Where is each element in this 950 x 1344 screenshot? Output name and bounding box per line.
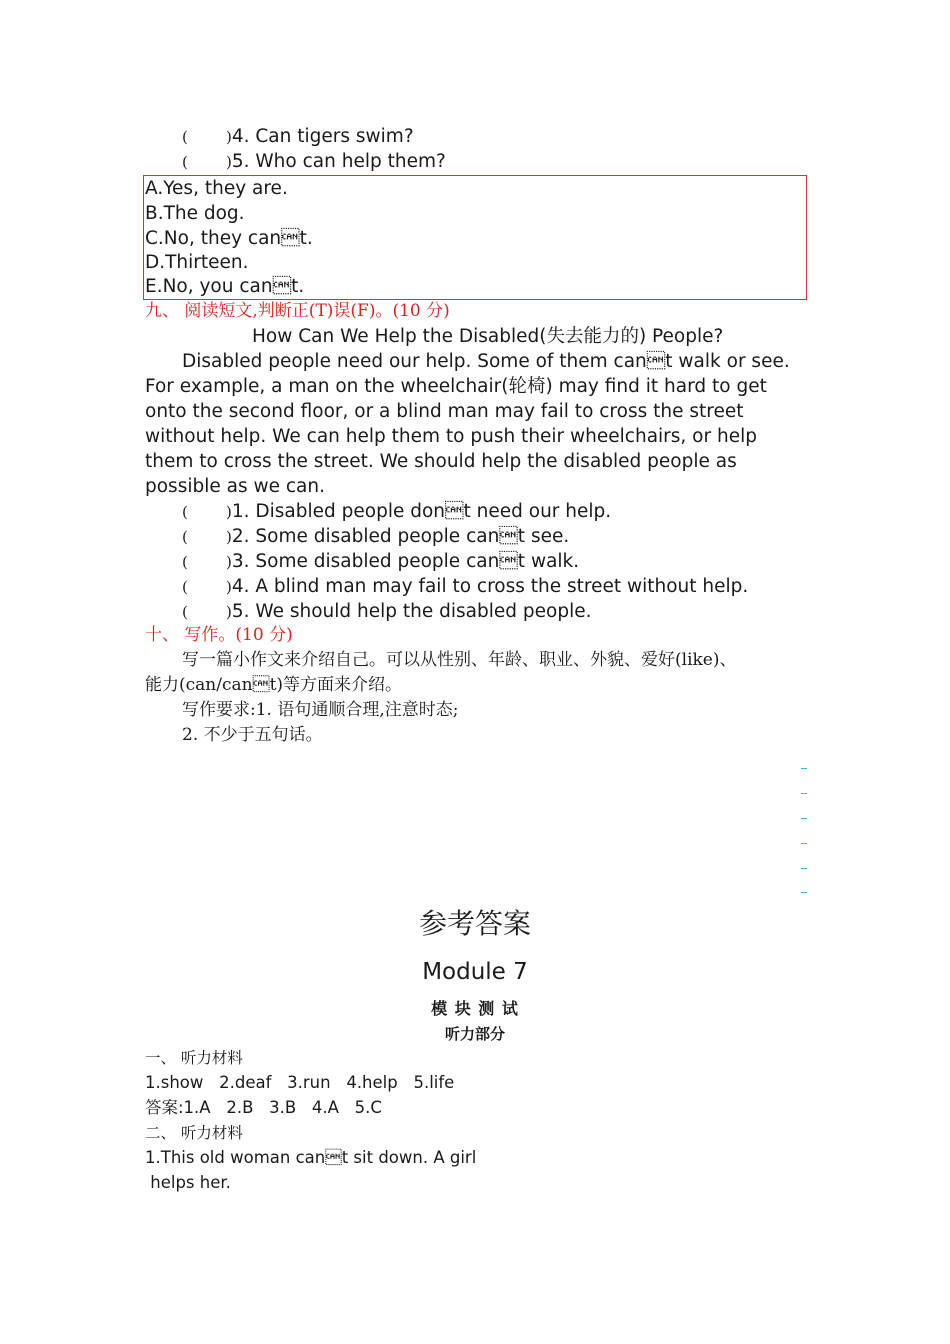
option-d: D.Thirteen. — [145, 252, 249, 273]
option-a: A.Yes, they are. — [145, 178, 288, 199]
answer-blank-open: ( — [182, 528, 188, 546]
listening-title: 听力部分 — [444, 1025, 505, 1043]
passage-line-6: possible as we can. — [145, 476, 325, 497]
answer-blank-close: ) — [226, 578, 232, 596]
module-title: Module 7 — [422, 959, 528, 985]
answer-blank-open: ( — [182, 603, 188, 621]
answer-blank-close: ) — [226, 603, 232, 621]
answer-blank-open: ( — [182, 553, 188, 571]
writing-prompt-line-1: 写一篇小作文来介绍自己。可以从性别、年龄、职业、外貌、爱好(like)、 — [182, 650, 737, 670]
question-text: 5. Who can help them? — [231, 151, 446, 172]
part2-heading: 二、 听力材料 — [145, 1124, 243, 1142]
part2-line-2: helps her. — [145, 1173, 231, 1192]
section9-question-1 — [182, 499, 611, 525]
answer-blank-open: ( — [182, 153, 188, 171]
passage-line-4: without help. We can help them to push their wheelchairs, or help — [145, 426, 757, 447]
answer-key-title: 参考答案 — [418, 907, 531, 940]
answer-blank-close: ) — [226, 528, 232, 546]
margin-dash-mark — [801, 892, 807, 893]
answer-blank-open: ( — [182, 128, 188, 146]
part8-question-5 — [182, 149, 446, 175]
writing-requirement-2: 2. 不少于五句话。 — [182, 725, 323, 745]
question-text: 4. Can tigers swim? — [231, 126, 414, 147]
passage-title: How Can We Help the Disabled(失去能力的) People? — [252, 326, 724, 347]
part1-material — [145, 1071, 454, 1095]
section9-question-4 — [182, 574, 748, 600]
part1-answer — [145, 1096, 382, 1120]
answer-blank-close: ) — [226, 503, 232, 521]
passage-line-5: them to cross the street. We should help the disabled people as — [145, 451, 737, 472]
section9-question-2 — [182, 524, 569, 550]
question-text: 2. Some disabled people cant see. — [231, 526, 570, 547]
section9-question-5 — [182, 599, 591, 625]
answer-blank-close: ) — [226, 553, 232, 571]
margin-dash-mark — [801, 868, 807, 869]
passage-line-2: For example, a man on the wheelchair(轮椅) may find it hard to get — [145, 376, 767, 397]
answer-blank-close: ) — [226, 153, 232, 171]
question-text: 1. Disabled people dont need our help. — [231, 501, 612, 522]
margin-dash-mark — [801, 843, 807, 844]
question-text: 3. Some disabled people cant walk. — [231, 551, 580, 572]
answer-blank-open: ( — [182, 503, 188, 521]
part8-question-4 — [182, 124, 414, 150]
question-text: 5. We should help the disabled people. — [231, 601, 592, 622]
question-text: 4. A blind man may fail to cross the street without help. — [231, 576, 749, 597]
writing-prompt-line-2: 能力(can/cant)等方面来介绍。 — [145, 675, 403, 695]
test-title: 模 块 测 试 — [431, 999, 519, 1018]
margin-dash-mark — [801, 793, 807, 794]
margin-dash-mark — [801, 768, 807, 769]
writing-requirement-1: 写作要求:1. 语句通顺合理,注意时态; — [182, 700, 459, 720]
margin-dash-mark — [801, 818, 807, 819]
part1-heading: 一、 听力材料 — [145, 1049, 243, 1067]
section9-heading: 九、 阅读短文,判断正(T)误(F)。(10 分) — [145, 301, 450, 321]
passage-line-1: Disabled people need our help. Some of them cant walk or see. — [182, 351, 790, 372]
passage-line-3: onto the second floor, or a blind man may fail to cross the street — [145, 401, 744, 422]
option-c: C.No, they cant. — [145, 228, 313, 249]
part1-answer-text: 答案:1.A 2.B 3.B 4.A 5.C — [145, 1098, 382, 1117]
section10-heading: 十、 写作。(10 分) — [145, 625, 293, 645]
section9-question-3 — [182, 549, 579, 575]
answer-blank-open: ( — [182, 578, 188, 596]
option-b: B.The dog. — [145, 203, 245, 224]
answer-blank-close: ) — [226, 128, 232, 146]
part2-line-1: 1.This old woman cant sit down. A girl — [145, 1148, 477, 1167]
part1-material-text: 1.show 2.deaf 3.run 4.help 5.life — [145, 1073, 455, 1092]
option-e: E.No, you cant. — [145, 276, 305, 297]
answer-options-box — [143, 175, 807, 300]
